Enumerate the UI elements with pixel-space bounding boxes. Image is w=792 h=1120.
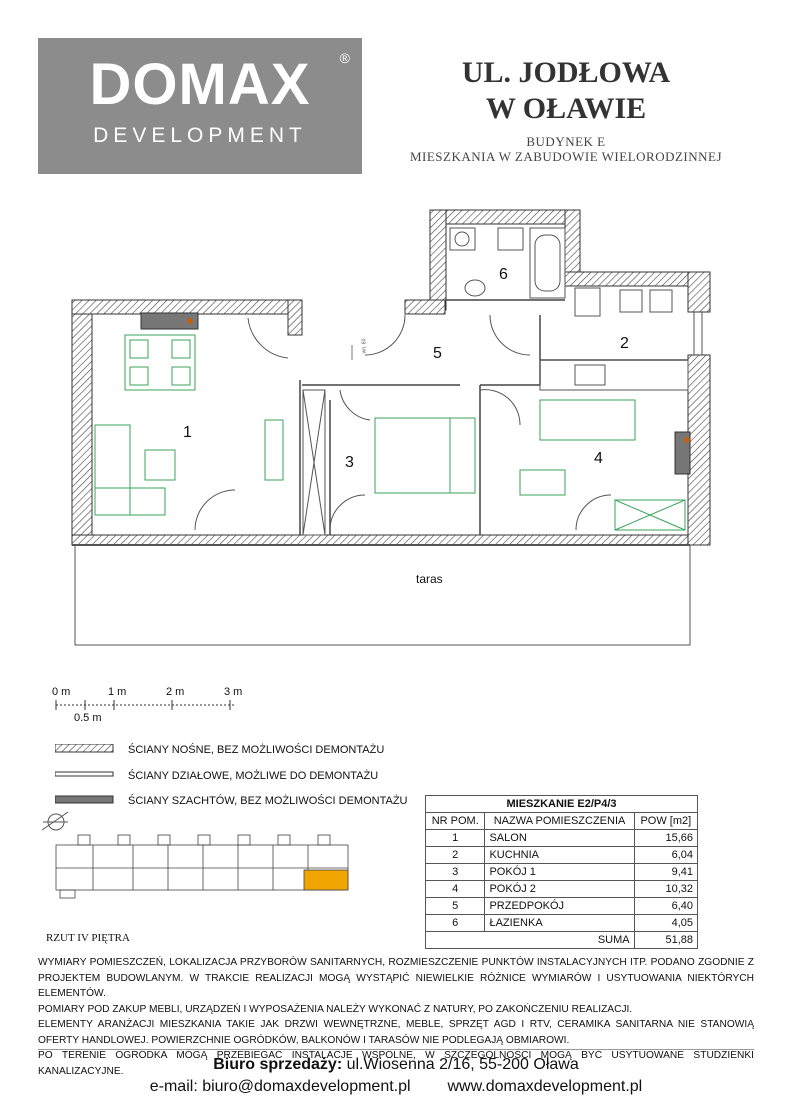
table-title: MIESZKANIE E2/P4/3 <box>426 796 698 813</box>
logo-brand: DOMAX <box>89 52 311 117</box>
area-table <box>425 795 698 949</box>
table-header-nr: NR POM. <box>426 813 485 830</box>
room-2-label: 2 <box>620 335 629 352</box>
row-area: 10,32 <box>634 881 697 898</box>
legend-partition: ŚCIANY DZIAŁOWE, MOŻLIWE DO DEMONTAŻU <box>128 770 379 782</box>
table-row <box>426 830 698 847</box>
row-nr: 1 <box>426 830 485 847</box>
row-area: 4,05 <box>634 915 697 932</box>
row-nr: 3 <box>426 864 485 881</box>
row-name: POKÓJ 1 <box>485 864 634 881</box>
town-title: W OŁAWIE <box>485 92 647 125</box>
street-title: UL. JODŁOWA <box>461 56 671 89</box>
row-area: 6,40 <box>634 898 697 915</box>
note-3: ELEMENTY ARANŻACJI MIESZKANIA TAKIE JAK DRZWI WEWNĘTRZNE, MEBLE, SPRZĘT AGD I RTV, CERAMIKA SANITARNA NIE STANOWIĄ OFERTY HANDLOWEJ. POWIERZCHNIE OGRÓDKÓW, BALKONÓW I TARASÓW NIE PODLEGAJĄ OBMIAROWI. <box>38 1019 754 1046</box>
scale-ruler <box>50 700 250 710</box>
scale-tick-1: 1 m <box>108 686 127 698</box>
legend-shaft: ŚCIANY SZACHTÓW, BEZ MOŻLIWOŚCI DEMONTAŻU <box>128 795 408 807</box>
table-row <box>426 915 698 932</box>
legend-load-bearing: ŚCIANY NOŚNE, BEZ MOŻLIWOŚCI DEMONTAŻU <box>128 744 385 756</box>
legend-swatches <box>55 744 115 808</box>
floor-label: RZUT IV PIĘTRA <box>46 932 130 944</box>
note-4: PO TERENIE OGRÓDKA MOGĄ PRZEBIEGAĆ INSTALACJE WSPÓLNE, W SZCZEGÓLNOŚCI MOGĄ BYĆ USYTUOWANE STUDZIENKI KANALIZACYJNE. <box>38 1050 754 1077</box>
office-address-text: ul.Wiosenna 2/16, 55-200 Oława <box>342 1056 579 1073</box>
registered-mark: ® <box>339 50 350 66</box>
scale-tick-3: 3 m <box>224 686 243 698</box>
row-area: 9,41 <box>634 864 697 881</box>
office-address <box>38 1056 754 1074</box>
table-row <box>426 864 698 881</box>
terrace-label: taras <box>416 572 443 586</box>
row-nr: 5 <box>426 898 485 915</box>
table-sum-value: 51,88 <box>634 932 697 949</box>
table-header-name: NAZWA POMIESZCZENIA <box>485 813 634 830</box>
website-link[interactable]: www.domaxdevelopment.pl <box>447 1078 643 1095</box>
row-nr: 4 <box>426 881 485 898</box>
scale-bar <box>50 686 300 726</box>
table-header-area: POW [m2] <box>634 813 697 830</box>
note-1: WYMIARY POMIESZCZEŃ, LOKALIZACJA PRZYBORÓW SANITARNYCH, ROZMIESZCZENIE PUNKTÓW INSTALACYJNYCH ITP. PODANO ZGODNIE Z PROJEKTEM BUDOWLANYM. W TRAKCIE REALIZACJI MOGĄ WYSTĄPIĆ NIEWIELKIE RÓŻNICE WYMIARÓW I USYTUOWANIA NIEKTÓRYCH ELEMENTÓW. <box>38 957 754 999</box>
row-nr: 2 <box>426 847 485 864</box>
row-name: KUCHNIA <box>485 847 634 864</box>
scale-tick-0: 0 m <box>52 686 71 698</box>
table-row <box>426 898 698 915</box>
dimension-label: wn. 60 <box>361 338 368 354</box>
row-name: ŁAZIENKA <box>485 915 634 932</box>
room-4-label: 4 <box>594 450 603 467</box>
table-sum-label: SUMA <box>426 932 635 949</box>
scale-half: 0.5 m <box>74 712 102 724</box>
row-area: 6,04 <box>634 847 697 864</box>
footer-contact <box>38 1078 754 1096</box>
table-row <box>426 881 698 898</box>
office-label: Biuro sprzedaży: <box>213 1056 343 1073</box>
email-link[interactable]: e-mail: biuro@domaxdevelopment.pl <box>149 1078 411 1095</box>
row-name: POKÓJ 2 <box>485 881 634 898</box>
footer-divider <box>38 1049 754 1050</box>
building-label: BUDYNEK E <box>526 134 606 149</box>
row-name: SALON <box>485 830 634 847</box>
row-nr: 6 <box>426 915 485 932</box>
row-area: 15,66 <box>634 830 697 847</box>
note-2: POMIARY POD ZAKUP MEBLI, URZĄDZEŃ I WYPOSAŻENIA NALEŻY WYKONAĆ Z NATURY, PO ZAKOŃCZENIU REALIZACJI. <box>38 1003 633 1015</box>
table-row <box>426 847 698 864</box>
room-3-label: 3 <box>345 454 354 471</box>
room-1-label: 1 <box>183 424 192 441</box>
logo-subtitle: DEVELOPMENT <box>93 124 307 147</box>
room-5-label: 5 <box>433 345 442 362</box>
row-name: PRZEDPOKÓJ <box>485 898 634 915</box>
scale-tick-2: 2 m <box>166 686 185 698</box>
key-plan <box>38 810 363 910</box>
building-type: MIESZKANIA W ZABUDOWIE WIELORODZINNEJ <box>409 149 723 164</box>
room-6-label: 6 <box>499 266 508 283</box>
